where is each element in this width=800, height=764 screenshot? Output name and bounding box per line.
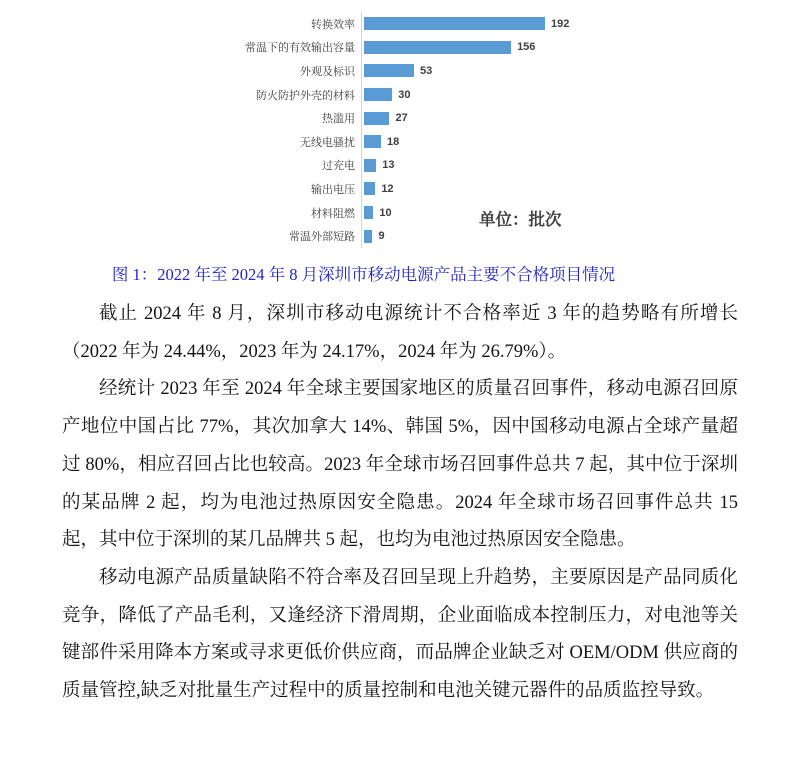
chart-category-label: 材料阻燃 [311, 207, 355, 220]
chart-value-label: 12 [381, 182, 394, 195]
paragraph-quality-causes: 移动电源产品质量缺陷不符合率及召回呈现上升趋势，主要原因是产品同质化竞争，降低了产品毛利，又逢经济下滑周期，企业面临成本控制压力，对电池等关键部件采用降本方案或寻求更低价供应商，而品牌企业缺乏对 OEM/ODM 供应商的质量管控,缺乏对批量生产过程中的质量控制和电池关键元器件的品质监控导致。 [62, 567, 738, 702]
chart-category-label: 无线电骚扰 [300, 136, 355, 149]
chart-category-label: 防火防护外壳的材料 [256, 89, 355, 102]
chart-row [0, 177, 600, 201]
chart-bar [364, 206, 373, 219]
chart-category-label: 常温下的有效输出容量 [245, 42, 355, 55]
chart-bar-area [361, 177, 600, 201]
chart-category-label: 输出电压 [311, 183, 355, 196]
chart-bar-area [361, 130, 600, 154]
chart-bar-area [361, 106, 600, 130]
chart-category-label: 过充电 [322, 160, 355, 173]
chart-bar [364, 88, 392, 101]
chart-category-label: 外观及标识 [300, 65, 355, 78]
chart-value-label: 156 [517, 41, 536, 54]
chart-category-label: 常温外部短路 [289, 231, 355, 244]
chart-category-label: 热滥用 [322, 113, 355, 126]
paragraph-defect-rate-trend: 截止 2024 年 8 月，深圳市移动电源统计不合格率近 3 年的趋势略有所增长（2022 年为 24.44%，2023 年为 24.17%，2024 年为 26.79%）。 [62, 304, 738, 362]
chart-bar-area [361, 12, 600, 36]
chart-bar [364, 135, 381, 148]
chart-value-label: 10 [379, 206, 392, 219]
chart-row [0, 130, 600, 154]
chart-row [0, 154, 600, 178]
chart-bar [364, 182, 375, 195]
chart-category-label: 转换效率 [311, 18, 355, 31]
chart-unit-label: 单位：批次 [479, 211, 562, 229]
chart-row [0, 59, 600, 83]
chart-bar [364, 230, 372, 243]
chart-row [0, 12, 600, 36]
chart-value-label: 9 [378, 230, 385, 243]
paragraph-global-recalls: 经统计 2023 年至 2024 年全球主要国家地区的质量召回事件，移动电源召回原产地位中国占比 77%，其次加拿大 14%、韩国 5%，因中国移动电源占全球产量超过 80%，相应召回占比也较高。2023 年全球市场召回事件总共 7 起，其中位于深圳的某品牌 2 起，均为电池过热原因安全隐患。2024 年全球市场召回事件总共 15 起，其中位于深圳的某几品牌共 5 起，也均为电池过热原因安全隐患。 [62, 379, 738, 551]
chart-bar [364, 41, 511, 54]
chart-bar-area [361, 59, 600, 83]
chart-row [0, 36, 600, 60]
chart-bar-area [361, 83, 600, 107]
chart-value-label: 30 [398, 88, 411, 101]
report-body [62, 296, 738, 711]
chart-bar [364, 159, 376, 172]
figure-caption: 图 1：2022 年至 2024 年 8 月深圳市移动电源产品主要不合格项目情况 [111, 265, 616, 284]
chart-value-label: 53 [419, 64, 433, 77]
chart-bar [364, 64, 414, 77]
chart-bar-area [361, 154, 600, 178]
chart-value-label: 192 [551, 17, 570, 30]
chart-row [0, 83, 600, 107]
chart-row [0, 106, 600, 130]
chart-value-label: 13 [382, 159, 395, 172]
chart-value-label: 18 [386, 135, 400, 148]
chart-bar [364, 17, 545, 30]
chart-value-label: 27 [395, 112, 408, 125]
chart-bar-area [361, 36, 600, 60]
chart-bar [364, 112, 389, 125]
